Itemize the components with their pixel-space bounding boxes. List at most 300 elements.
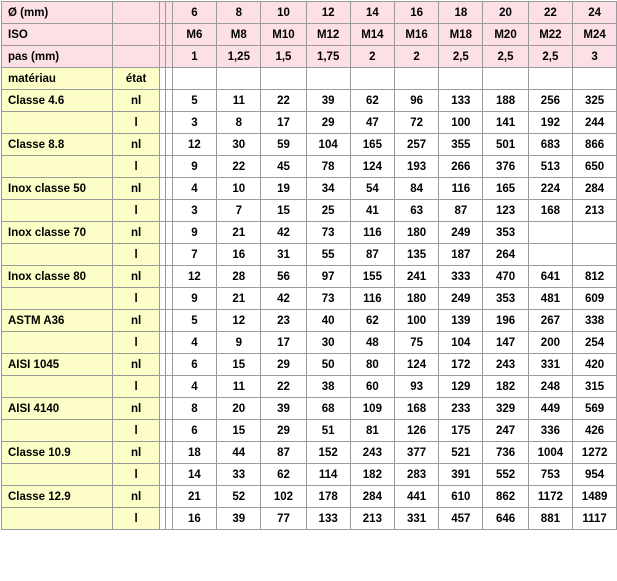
table-row (2, 354, 617, 376)
load-value-cell: 12 (173, 134, 217, 156)
load-value-cell: 54 (351, 178, 395, 200)
load-value-cell: 114 (307, 464, 351, 486)
load-value-cell: 376 (483, 156, 528, 178)
empty-header-cell (395, 68, 439, 90)
diameter-value-cell: 10 (261, 2, 306, 24)
load-value-cell: 19 (261, 178, 306, 200)
load-value-cell: 284 (351, 486, 395, 508)
iso-value-cell: M6 (173, 24, 217, 46)
load-value-cell: 126 (395, 420, 439, 442)
load-value-cell: 8 (173, 398, 217, 420)
pitch-value-cell: 2,5 (439, 46, 483, 68)
state-cell: l (113, 156, 160, 178)
table-row (2, 178, 617, 200)
load-value-cell: 355 (439, 134, 483, 156)
material-cell (2, 376, 113, 398)
load-value-cell: 23 (261, 310, 306, 332)
load-value-cell: 267 (529, 310, 574, 332)
load-value-cell: 241 (395, 266, 439, 288)
material-cell (2, 508, 113, 530)
diameter-value-cell: 16 (395, 2, 439, 24)
load-value-cell: 109 (351, 398, 395, 420)
pitch-value-cell: 1,5 (261, 46, 306, 68)
load-value-cell: 449 (529, 398, 574, 420)
load-value-cell: 29 (261, 354, 306, 376)
load-value-cell: 284 (573, 178, 617, 200)
load-value-cell: 25 (307, 200, 351, 222)
table-row (2, 332, 617, 354)
load-value-cell: 30 (217, 134, 261, 156)
state-cell: l (113, 288, 160, 310)
load-value-cell: 1172 (529, 486, 574, 508)
load-value-cell: 338 (573, 310, 617, 332)
load-value-cell: 249 (439, 222, 483, 244)
load-value-cell: 881 (529, 508, 574, 530)
load-value-cell: 753 (529, 464, 574, 486)
load-value-cell: 1489 (573, 486, 617, 508)
load-value-cell: 45 (261, 156, 306, 178)
pitch-label-state-cell (113, 46, 160, 68)
load-value-cell: 331 (529, 354, 574, 376)
load-value-cell: 7 (173, 244, 217, 266)
load-value-cell: 3 (173, 112, 217, 134)
load-value-cell: 244 (573, 112, 617, 134)
load-value-cell: 4 (173, 376, 217, 398)
load-value-cell: 4 (173, 332, 217, 354)
empty-header-cell (351, 68, 395, 90)
table-row (2, 244, 617, 266)
load-value-cell: 610 (439, 486, 483, 508)
load-value-cell (529, 244, 574, 266)
load-value-cell: 256 (529, 90, 574, 112)
table-row (2, 156, 617, 178)
load-value-cell: 56 (261, 266, 306, 288)
iso-value-cell: M18 (439, 24, 483, 46)
state-cell: l (113, 508, 160, 530)
iso-label: ISO (2, 24, 113, 46)
load-value-cell: 135 (395, 244, 439, 266)
load-value-cell: 22 (261, 376, 306, 398)
load-value-cell: 391 (439, 464, 483, 486)
load-value-cell: 12 (173, 266, 217, 288)
empty-header-cell (173, 68, 217, 90)
load-value-cell: 93 (395, 376, 439, 398)
load-value-cell: 55 (307, 244, 351, 266)
material-cell (2, 112, 113, 134)
pitch-value-cell: 1 (173, 46, 217, 68)
load-value-cell: 31 (261, 244, 306, 266)
material-cell: ASTM A36 (2, 310, 113, 332)
table-row (2, 486, 617, 508)
load-value-cell: 39 (307, 90, 351, 112)
load-value-cell: 97 (307, 266, 351, 288)
load-value-cell: 441 (395, 486, 439, 508)
load-value-cell (529, 222, 574, 244)
load-value-cell: 188 (483, 90, 528, 112)
load-value-cell: 87 (261, 442, 306, 464)
load-value-cell: 30 (307, 332, 351, 354)
bolt-load-table (1, 1, 617, 530)
diameter-value-cell: 14 (351, 2, 395, 24)
load-value-cell: 168 (529, 200, 574, 222)
diameter-value-cell: 20 (483, 2, 528, 24)
load-value-cell: 139 (439, 310, 483, 332)
load-value-cell: 6 (173, 354, 217, 376)
empty-header-cell (529, 68, 574, 90)
load-value-cell: 336 (529, 420, 574, 442)
table-row (2, 200, 617, 222)
state-cell: nl (113, 90, 160, 112)
iso-value-cell: M12 (307, 24, 351, 46)
state-cell: nl (113, 266, 160, 288)
diameter-value-cell: 22 (529, 2, 574, 24)
material-cell: Classe 8.8 (2, 134, 113, 156)
material-cell: Inox classe 80 (2, 266, 113, 288)
state-cell: nl (113, 222, 160, 244)
state-cell: nl (113, 398, 160, 420)
load-value-cell: 168 (395, 398, 439, 420)
load-value-cell: 233 (439, 398, 483, 420)
pitch-label: pas (mm) (2, 46, 113, 68)
load-value-cell: 182 (351, 464, 395, 486)
load-value-cell: 15 (217, 354, 261, 376)
load-value-cell: 8 (217, 112, 261, 134)
load-value-cell: 866 (573, 134, 617, 156)
material-cell: AISI 1045 (2, 354, 113, 376)
iso-value-cell: M10 (261, 24, 306, 46)
empty-header-cell (217, 68, 261, 90)
load-value-cell: 62 (351, 310, 395, 332)
state-cell: nl (113, 310, 160, 332)
load-value-cell (573, 244, 617, 266)
load-value-cell: 12 (217, 310, 261, 332)
material-cell: Classe 10.9 (2, 442, 113, 464)
load-value-cell: 40 (307, 310, 351, 332)
material-cell: Inox classe 50 (2, 178, 113, 200)
load-value-cell: 87 (439, 200, 483, 222)
table-row (2, 288, 617, 310)
load-value-cell: 353 (483, 288, 528, 310)
state-cell: nl (113, 442, 160, 464)
load-value-cell: 96 (395, 90, 439, 112)
material-cell (2, 464, 113, 486)
pitch-value-cell: 2 (395, 46, 439, 68)
load-value-cell: 192 (529, 112, 574, 134)
load-value-cell: 75 (395, 332, 439, 354)
load-value-cell: 331 (395, 508, 439, 530)
load-value-cell: 73 (307, 288, 351, 310)
table-row (2, 112, 617, 134)
diameter-label: Ø (mm) (2, 2, 113, 24)
pitch-value-cell: 1,25 (217, 46, 261, 68)
pitch-row (2, 46, 617, 68)
load-value-cell: 9 (217, 332, 261, 354)
diameter-value-cell: 8 (217, 2, 261, 24)
load-value-cell: 457 (439, 508, 483, 530)
load-value-cell: 15 (217, 420, 261, 442)
load-value-cell: 243 (351, 442, 395, 464)
iso-value-cell: M14 (351, 24, 395, 46)
load-value-cell: 862 (483, 486, 528, 508)
load-value-cell: 513 (529, 156, 574, 178)
empty-header-cell (483, 68, 528, 90)
load-value-cell: 6 (173, 420, 217, 442)
load-value-cell: 247 (483, 420, 528, 442)
load-value-cell: 501 (483, 134, 528, 156)
load-value-cell: 34 (307, 178, 351, 200)
material-cell: Classe 12.9 (2, 486, 113, 508)
diameter-value-cell: 24 (573, 2, 617, 24)
load-value-cell: 426 (573, 420, 617, 442)
load-value-cell: 84 (395, 178, 439, 200)
table-row (2, 442, 617, 464)
load-value-cell: 5 (173, 90, 217, 112)
load-value-cell: 72 (395, 112, 439, 134)
load-value-cell: 7 (217, 200, 261, 222)
load-value-cell: 3 (173, 200, 217, 222)
load-value-cell: 175 (439, 420, 483, 442)
iso-value-cell: M22 (529, 24, 574, 46)
pitch-value-cell: 3 (573, 46, 617, 68)
pitch-value-cell: 1,75 (307, 46, 351, 68)
load-value-cell: 47 (351, 112, 395, 134)
load-value-cell: 116 (351, 288, 395, 310)
load-value-cell: 147 (483, 332, 528, 354)
load-value-cell: 39 (261, 398, 306, 420)
load-value-cell: 481 (529, 288, 574, 310)
load-value-cell: 248 (529, 376, 574, 398)
load-value-cell: 521 (439, 442, 483, 464)
load-value-cell: 15 (261, 200, 306, 222)
diameter-value-cell: 18 (439, 2, 483, 24)
load-value-cell: 28 (217, 266, 261, 288)
empty-header-cell (261, 68, 306, 90)
load-value-cell: 172 (439, 354, 483, 376)
load-value-cell: 4 (173, 178, 217, 200)
load-value-cell: 73 (307, 222, 351, 244)
load-value-cell: 123 (483, 200, 528, 222)
pitch-value-cell: 2,5 (529, 46, 574, 68)
load-value-cell: 646 (483, 508, 528, 530)
diameter-value-cell: 6 (173, 2, 217, 24)
load-value-cell: 21 (217, 288, 261, 310)
load-value-cell: 193 (395, 156, 439, 178)
load-value-cell: 200 (529, 332, 574, 354)
load-value-cell: 51 (307, 420, 351, 442)
iso-value-cell: M16 (395, 24, 439, 46)
load-value-cell: 254 (573, 332, 617, 354)
load-value-cell: 329 (483, 398, 528, 420)
load-value-cell: 18 (173, 442, 217, 464)
load-value-cell: 59 (261, 134, 306, 156)
material-cell: Classe 4.6 (2, 90, 113, 112)
load-value-cell: 569 (573, 398, 617, 420)
load-value-cell: 178 (307, 486, 351, 508)
load-value-cell: 9 (173, 288, 217, 310)
load-value-cell: 683 (529, 134, 574, 156)
load-value-cell: 182 (483, 376, 528, 398)
load-value-cell: 116 (439, 178, 483, 200)
load-value-cell: 42 (261, 222, 306, 244)
load-value-cell: 102 (261, 486, 306, 508)
load-value-cell: 1117 (573, 508, 617, 530)
load-value-cell: 264 (483, 244, 528, 266)
iso-value-cell: M24 (573, 24, 617, 46)
load-value-cell: 52 (217, 486, 261, 508)
material-header: matériau (2, 68, 113, 90)
pitch-value-cell: 2 (351, 46, 395, 68)
load-value-cell: 100 (439, 112, 483, 134)
load-value-cell: 21 (217, 222, 261, 244)
table-row (2, 464, 617, 486)
table-row (2, 420, 617, 442)
load-value-cell: 42 (261, 288, 306, 310)
load-value-cell: 22 (217, 156, 261, 178)
iso-value-cell: M20 (483, 24, 528, 46)
state-cell: l (113, 332, 160, 354)
state-cell: nl (113, 354, 160, 376)
load-value-cell: 180 (395, 222, 439, 244)
load-value-cell: 420 (573, 354, 617, 376)
load-value-cell: 249 (439, 288, 483, 310)
load-value-cell: 1272 (573, 442, 617, 464)
load-value-cell: 38 (307, 376, 351, 398)
table-row (2, 134, 617, 156)
load-value-cell: 283 (395, 464, 439, 486)
load-value-cell: 17 (261, 112, 306, 134)
load-value-cell: 736 (483, 442, 528, 464)
load-value-cell: 80 (351, 354, 395, 376)
load-value-cell: 41 (351, 200, 395, 222)
material-cell (2, 156, 113, 178)
load-value-cell: 29 (261, 420, 306, 442)
load-value-cell: 165 (483, 178, 528, 200)
table-row (2, 266, 617, 288)
load-value-cell: 21 (173, 486, 217, 508)
state-cell: nl (113, 134, 160, 156)
load-value-cell: 63 (395, 200, 439, 222)
load-value-cell: 129 (439, 376, 483, 398)
material-cell (2, 244, 113, 266)
load-value-cell: 165 (351, 134, 395, 156)
load-value-cell: 104 (307, 134, 351, 156)
material-cell (2, 420, 113, 442)
load-value-cell: 141 (483, 112, 528, 134)
state-cell: l (113, 420, 160, 442)
table-row (2, 222, 617, 244)
load-value-cell: 180 (395, 288, 439, 310)
empty-header-cell (573, 68, 617, 90)
load-value-cell: 77 (261, 508, 306, 530)
state-cell: nl (113, 178, 160, 200)
load-value-cell: 333 (439, 266, 483, 288)
load-value-cell: 87 (351, 244, 395, 266)
load-value-cell: 16 (217, 244, 261, 266)
load-value-cell: 641 (529, 266, 574, 288)
diameter-value-cell: 12 (307, 2, 351, 24)
load-value-cell: 187 (439, 244, 483, 266)
empty-header-cell (307, 68, 351, 90)
load-value-cell: 1004 (529, 442, 574, 464)
load-value-cell: 257 (395, 134, 439, 156)
state-cell: l (113, 376, 160, 398)
state-cell: nl (113, 486, 160, 508)
load-value-cell: 39 (217, 508, 261, 530)
table-row (2, 310, 617, 332)
load-value-cell: 78 (307, 156, 351, 178)
load-value-cell: 213 (351, 508, 395, 530)
load-value-cell: 68 (307, 398, 351, 420)
load-value-cell: 243 (483, 354, 528, 376)
load-value-cell: 9 (173, 156, 217, 178)
load-value-cell: 552 (483, 464, 528, 486)
load-value-cell: 22 (261, 90, 306, 112)
table-row (2, 90, 617, 112)
load-value-cell: 954 (573, 464, 617, 486)
table-row (2, 508, 617, 530)
load-value-cell: 196 (483, 310, 528, 332)
load-value-cell: 353 (483, 222, 528, 244)
load-value-cell: 124 (351, 156, 395, 178)
load-value-cell: 5 (173, 310, 217, 332)
load-value-cell: 62 (261, 464, 306, 486)
load-value-cell: 377 (395, 442, 439, 464)
load-value-cell: 325 (573, 90, 617, 112)
load-value-cell (573, 222, 617, 244)
load-value-cell: 14 (173, 464, 217, 486)
diameter-label-state-cell (113, 2, 160, 24)
load-value-cell: 133 (307, 508, 351, 530)
load-value-cell: 50 (307, 354, 351, 376)
load-value-cell: 213 (573, 200, 617, 222)
load-value-cell: 29 (307, 112, 351, 134)
material-cell (2, 200, 113, 222)
load-value-cell: 11 (217, 90, 261, 112)
load-value-cell: 609 (573, 288, 617, 310)
load-value-cell: 33 (217, 464, 261, 486)
load-value-cell: 155 (351, 266, 395, 288)
load-value-cell: 20 (217, 398, 261, 420)
state-cell: l (113, 200, 160, 222)
load-value-cell: 812 (573, 266, 617, 288)
load-value-cell: 124 (395, 354, 439, 376)
load-value-cell: 9 (173, 222, 217, 244)
load-value-cell: 44 (217, 442, 261, 464)
state-cell: l (113, 244, 160, 266)
load-value-cell: 152 (307, 442, 351, 464)
material-cell: AISI 4140 (2, 398, 113, 420)
iso-label-state-cell (113, 24, 160, 46)
load-value-cell: 17 (261, 332, 306, 354)
load-value-cell: 104 (439, 332, 483, 354)
load-value-cell: 10 (217, 178, 261, 200)
load-value-cell: 48 (351, 332, 395, 354)
state-cell: l (113, 112, 160, 134)
material-cell (2, 288, 113, 310)
load-value-cell: 116 (351, 222, 395, 244)
load-value-cell: 11 (217, 376, 261, 398)
load-value-cell: 16 (173, 508, 217, 530)
material-cell: Inox classe 70 (2, 222, 113, 244)
column-header-row (2, 68, 617, 90)
state-cell: l (113, 464, 160, 486)
load-value-cell: 315 (573, 376, 617, 398)
load-value-cell: 266 (439, 156, 483, 178)
diameter-row (2, 2, 617, 24)
empty-header-cell (439, 68, 483, 90)
table-row (2, 376, 617, 398)
load-value-cell: 60 (351, 376, 395, 398)
